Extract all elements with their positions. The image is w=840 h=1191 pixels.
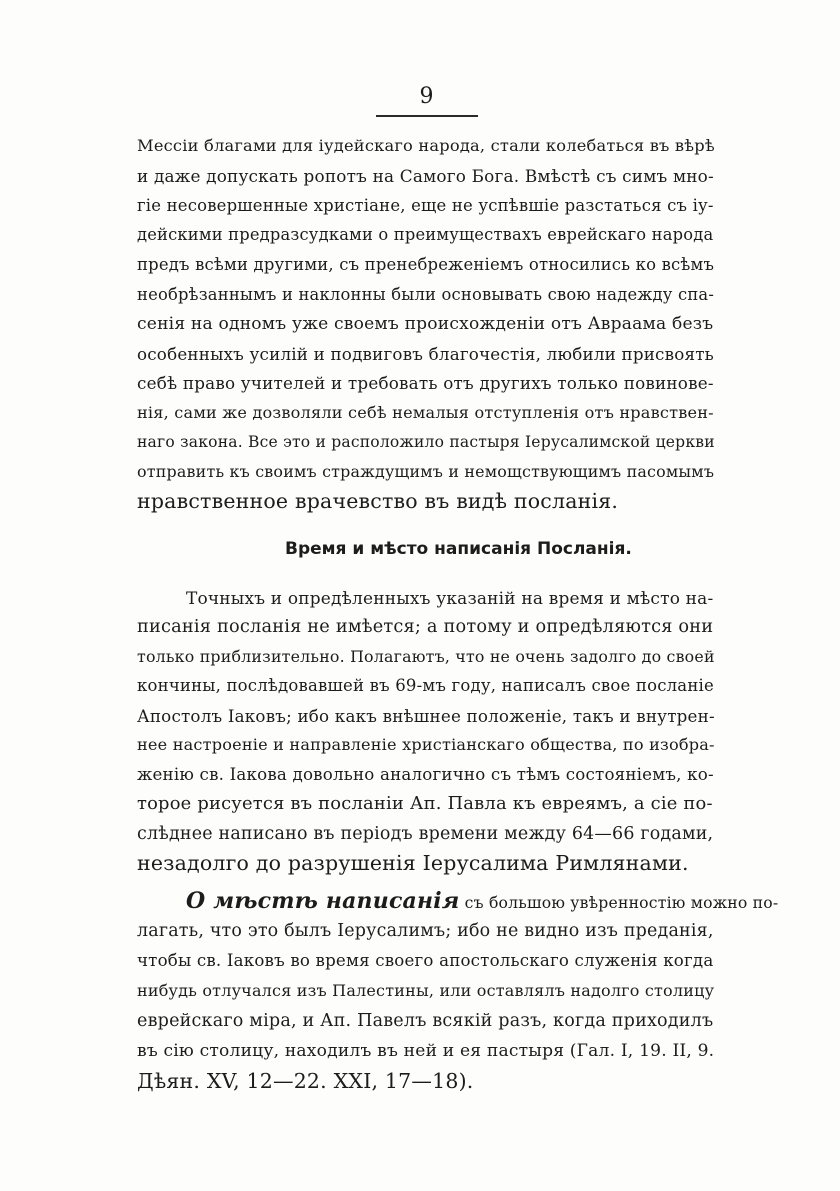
text-line: наго закона. Все это и расположило пастыря Іерусалимской церкви	[137, 433, 715, 451]
text-line: нибудь отлучался изъ Палестины, или оставлялъ надолго столицу	[137, 981, 715, 1000]
text-line: торое рисуется въ посланіи Ап. Павла къ евреямъ, а сіе по-	[137, 793, 713, 814]
text-line: и даже допускать ропотъ на Самого Бога. Вмѣстѣ съ симъ мно-	[137, 166, 714, 186]
text-line: дейскими предразсудками о преимуществахъ еврейскаго народа	[137, 225, 714, 244]
text-line: себѣ право учителей и требовать отъ другихъ только повинове-	[137, 373, 714, 393]
text-line: кончины, послѣдовавшей въ 69-мъ году, написалъ свое посланіе	[137, 676, 714, 695]
text-line: необрѣзаннымъ и наклонны были основывать свою надежду спа-	[137, 285, 715, 304]
text-line: особенныхъ усилій и подвиговъ благочестія, любили присвоять	[137, 344, 714, 364]
text-line: чтобы св. Іаковъ во время своего апостольскаго служенія когда	[137, 951, 714, 970]
italic-lead: О мѣстѣ написанія	[186, 888, 460, 914]
text-line: отправить къ своимъ страждущимъ и немощствующимъ пасомымъ	[137, 462, 715, 481]
text-line: только приблизительно. Полагаютъ, что не очень задолго до своей	[137, 647, 715, 666]
text-line: женію св. Іакова довольно аналогично съ тѣмъ состояніемъ, ко-	[137, 765, 714, 784]
text-line: еврейскаго міра, и Ап. Павелъ всякій разъ, когда приходилъ	[137, 1011, 714, 1031]
text-line: незадолго до разрушенія Іерусалима Римлянами.	[137, 851, 689, 875]
text-line: Апостолъ Іаковъ; ибо какъ внѣшнее положеніе, такъ и внутрен-	[137, 706, 715, 726]
text-line: слѣднее написано въ періодъ времени между 64—66 годами,	[137, 824, 714, 844]
text-line: нее настроеніе и направленіе христіанскаго общества, по изобра-	[137, 735, 715, 754]
text-line: нравственное врачевство въ видѣ посланія.	[137, 489, 619, 513]
text-line: писанія посланія не имѣется; а потому и опредѣляются они	[137, 617, 714, 637]
text-line: гіе несовершенные христіане, еще не успѣвшіе разстаться съ іу-	[137, 196, 714, 215]
text-line: сенія на одномъ уже своемъ происхожденіи отъ Авраама безъ	[137, 314, 714, 334]
text-line: предъ всѣми другими, съ пренебреженіемъ относились ко всѣмъ	[137, 255, 715, 274]
text-line	[186, 888, 778, 916]
text-line: въ сію столицу, находилъ въ ней и ея пастыря (Гал. I, 19. II, 9.	[137, 1041, 715, 1061]
page-number: 9	[419, 84, 435, 109]
text-line: Точныхъ и опредѣленныхъ указаній на время и мѣсто на-	[186, 588, 714, 608]
section-heading: Время и мѣсто написанія Посланія.	[285, 539, 632, 559]
text-line: Мессіи благами для іудейскаго народа, стали колебаться въ вѣрѣ	[137, 136, 715, 155]
text-line: нія, сами же дозволяли себѣ немалыя отступленія отъ нравствен-	[137, 403, 714, 422]
text-line: Дѣян. XV, 12—22. XXI, 17—18).	[137, 1069, 474, 1093]
text-fragment: съ большою увѣренностію можно по-	[459, 893, 779, 912]
text-line: лагать, что это былъ Іерусалимъ; ибо не видно изъ преданія,	[137, 921, 714, 941]
